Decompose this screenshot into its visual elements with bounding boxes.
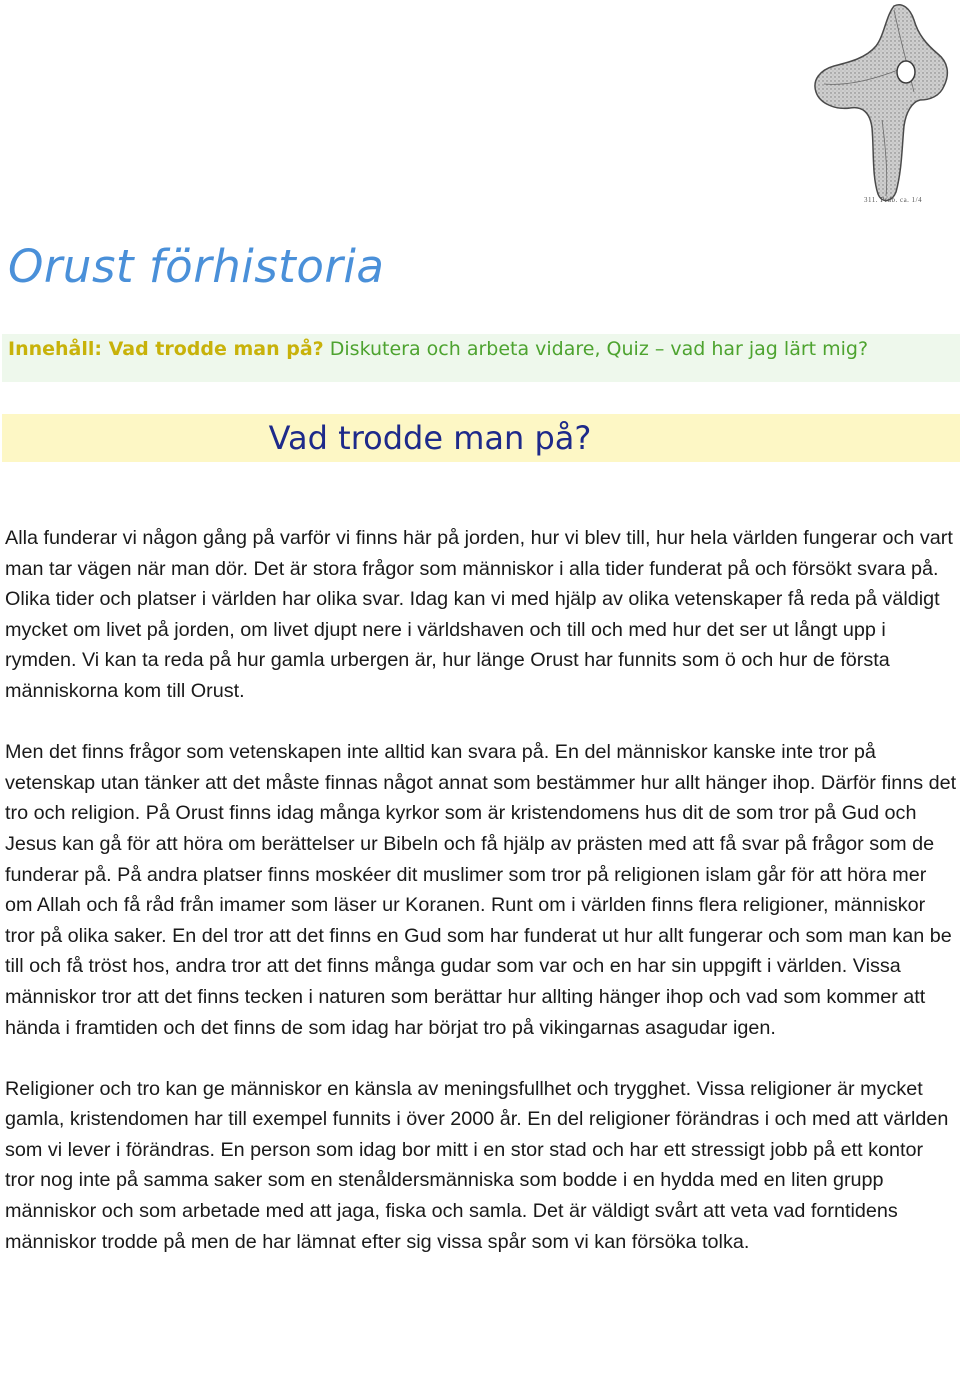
paragraph-2: Men det finns frågor som vetenskapen inte alltid kan svara på. En del människor kanske inte tror på vetenskap utan tänker att det måste finnas något annat som bestämmer hur allt hänger ihop. Därför finns det tro och religion. På Orust finns idag många kyrkor som är kristendomens hus dit de som tror på Gud och Jesus kan gå för att höra om berättelser ur Bibeln och få hjälp av prästen med att få svar på frågor som de funderar på. På andra platser finns moskéer dit muslimer som tror på religionen islam går för att höra mer om Allah och få råd från imamer som läser ur Koranen. Runt om i världen finns flera religioner, människor tror på olika saker. En del tror att det finns en Gud som har funderat ut hur allt fungerar och som man kan be till och få tröst hos, andra tror att det finns många gudar som var och en har sin uppgift i världen. Vissa människor tror att det finns tecken i naturen som berättar hur allting hänger ihop och vad som kommer att hända i framtiden och det finns de som idag har börjat tro på vikingarnas asagudar igen.: [5, 741, 957, 1039]
contents-lead: Innehåll: Vad trodde man på?: [8, 338, 324, 360]
paragraph-3: Religioner och tro kan ge människor en känsla av meningsfullhet och trygghet. Vissa religioner är mycket gamla, kristendomen har till exempel funnits i över 2000 år. En del religioner förändras i och med att världen som vi lever i förändras. En person som idag bor mitt i en stor stad och har ett stressigt jobb på ett kontor tror nog inte på samma saker som en stenåldersmänniska som bodde i en hydda med en liten grupp människor och som arbetade med att jaga, fiska och samla. Det är väldigt svårt att veta vad forntidens människor trodde på men de har lämnat efter sig vissa spår som vi kan försöka tolka.: [5, 1077, 949, 1253]
page-title: Orust förhistoria: [8, 240, 385, 293]
section-title: Vad trodde man på?: [268, 419, 592, 457]
contents-rest: Diskutera och arbeta vidare, Quiz – vad har jag lärt mig?: [323, 338, 869, 360]
artifact-caption: 311. Prdb. ca. 1/4: [864, 196, 923, 204]
stone-axe-drawing-icon: [802, 0, 952, 210]
body-text: [5, 523, 957, 1257]
paragraph-1: Alla funderar vi någon gång på varför vi finns här på jorden, hur vi blev till, hur hela världen fungerar och vart man tar vägen när man dör. Det är stora frågor som människor i alla tider funderat på och försökt svara på. Olika tider och platser i världen har olika svar. Idag kan vi med hjälp av olika vetenskaper få reda på väldigt mycket om livet på jorden, om livet djupt nere i världshaven och till och med hur det ser ut långt upp i rymden. Vi kan ta reda på hur gamla urbergen är, hur länge Orust har funnits som ö och hur de första människorna kom till Orust.: [5, 527, 953, 702]
contents-summary: [8, 337, 938, 361]
